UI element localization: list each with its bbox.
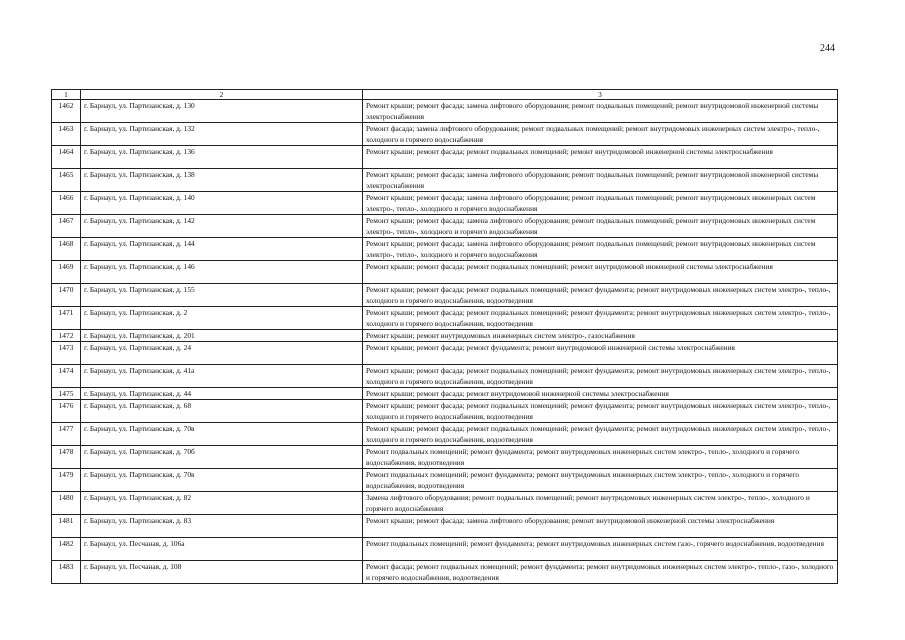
row-number: 1475 [52, 388, 81, 400]
row-works: Ремонт подвальных помещений; ремонт фундамента; ремонт внутридомовых инженерных систем электро-, тепло-, холодного и горячего водоснабжения, водоотведения [363, 469, 838, 492]
row-works: Ремонт крыши; ремонт фасада; замена лифтового оборудования; ремонт подвальных помещений; ремонт внутридомовой инженерной системы электроснабжения [363, 100, 838, 123]
row-address: г. Барнаул, ул. Партизанская, д. 41а [81, 365, 363, 388]
table-row [52, 492, 838, 515]
table-row [52, 388, 838, 400]
row-number: 1462 [52, 100, 81, 123]
repair-registry-table [51, 89, 838, 584]
row-address: г. Барнаул, ул. Партизанская, д. 70б [81, 446, 363, 469]
row-number: 1479 [52, 469, 81, 492]
table-row [52, 365, 838, 388]
row-works: Ремонт подвальных помещений; ремонт фундамента; ремонт внутридомовых инженерных систем электро-, тепло-, холодного и горячего водоснабжения, водоотведения [363, 446, 838, 469]
table-row [52, 469, 838, 492]
row-address: г. Барнаул, ул. Партизанская, д. 132 [81, 123, 363, 146]
row-number: 1477 [52, 423, 81, 446]
row-number: 1481 [52, 515, 81, 538]
row-works: Ремонт крыши; ремонт фасада; ремонт подвальных помещений; ремонт фундамента; ремонт внутридомовых инженерных систем электро-, тепло-, холодного и горячего водоснабжения, водоотведения [363, 423, 838, 446]
table-row [52, 515, 838, 538]
row-address: г. Барнаул, ул. Песчаная, д. 106а [81, 538, 363, 561]
row-address: г. Барнаул, ул. Партизанская, д. 24 [81, 342, 363, 365]
table-row [52, 561, 838, 584]
row-works: Ремонт крыши; ремонт фасада; ремонт подвальных помещений; ремонт фундамента; ремонт внутридомовых инженерных систем электро-, тепло-, холодного и горячего водоснабжения, водоотведения [363, 400, 838, 423]
row-works: Ремонт крыши; ремонт фасада; замена лифтового оборудования; ремонт подвальных помещений; ремонт внутридомовых инженерных систем электро-, тепло-, холодного и горячего водоснабжения [363, 215, 838, 238]
row-works: Ремонт крыши; ремонт фасада; ремонт подвальных помещений; ремонт фундамента; ремонт внутридомовых инженерных систем электро-, тепло-, холодного и горячего водоснабжения, водоотведения [363, 284, 838, 307]
table-row [52, 261, 838, 284]
row-address: г. Барнаул, ул. Партизанская, д. 68 [81, 400, 363, 423]
row-address: г. Барнаул, ул. Партизанская, д. 146 [81, 261, 363, 284]
table-row [52, 400, 838, 423]
row-works: Ремонт фасада; замена лифтового оборудования; ремонт подвальных помещений; ремонт внутридомовых инженерных систем электро-, тепло-, холодного и горячего водоснабжения [363, 123, 838, 146]
row-works: Ремонт фасада; ремонт подвальных помещений; ремонт фундамента; ремонт внутридомовых инженерных систем электро-, тепло-, газо-, холодного и горячего водоснабжения, водоотведения [363, 561, 838, 584]
row-address: г. Барнаул, ул. Партизанская, д. 140 [81, 192, 363, 215]
table-row [52, 446, 838, 469]
row-address: г. Барнаул, ул. Партизанская, д. 44 [81, 388, 363, 400]
row-address: г. Барнаул, ул. Партизанская, д. 130 [81, 100, 363, 123]
row-number: 1468 [52, 238, 81, 261]
row-number: 1473 [52, 342, 81, 365]
table-row [52, 169, 838, 192]
table-row [52, 342, 838, 365]
row-works: Ремонт крыши; ремонт фасада; ремонт подвальных помещений; ремонт фундамента; ремонт внутридомовых инженерных систем электро-, тепло-, холодного и горячего водоснабжения, водоотведения [363, 365, 838, 388]
column-header-1: 1 [52, 90, 81, 100]
row-works: Ремонт крыши; ремонт фасада; ремонт фундамента; ремонт внутридомовой инженерной системы электроснабжения [363, 342, 838, 365]
row-address: г. Барнаул, ул. Партизанская, д. 201 [81, 330, 363, 342]
row-number: 1476 [52, 400, 81, 423]
row-address: г. Барнаул, ул. Партизанская, д. 136 [81, 146, 363, 169]
row-number: 1463 [52, 123, 81, 146]
table-row [52, 330, 838, 342]
row-works: Ремонт крыши; ремонт фасада; замена лифтового оборудования; ремонт подвальных помещений; ремонт внутридомовых инженерных систем электро-, тепло-, холодного и горячего водоснабжения [363, 192, 838, 215]
table-row [52, 423, 838, 446]
row-number: 1469 [52, 261, 81, 284]
row-works: Ремонт крыши; ремонт фасада; ремонт подвальных помещений; ремонт фундамента; ремонт внутридомовых инженерных систем электро-, тепло-, холодного и горячего водоснабжения, водоотведения [363, 307, 838, 330]
row-address: г. Барнаул, ул. Песчаная, д. 108 [81, 561, 363, 584]
table-row [52, 238, 838, 261]
row-number: 1482 [52, 538, 81, 561]
table-row [52, 146, 838, 169]
table-header [52, 90, 838, 100]
row-address: г. Барнаул, ул. Партизанская, д. 142 [81, 215, 363, 238]
row-number: 1472 [52, 330, 81, 342]
row-address: г. Барнаул, ул. Партизанская, д. 70в [81, 423, 363, 446]
row-number: 1480 [52, 492, 81, 515]
row-number: 1474 [52, 365, 81, 388]
row-number: 1471 [52, 307, 81, 330]
column-header-3: 3 [363, 90, 838, 100]
table-row [52, 123, 838, 146]
table-row [52, 215, 838, 238]
row-works: Ремонт крыши; ремонт внутридомовых инженерных систем электро-, газоснабжения [363, 330, 838, 342]
page-number: 244 [820, 43, 835, 54]
row-address: г. Барнаул, ул. Партизанская, д. 155 [81, 284, 363, 307]
row-works: Ремонт крыши; ремонт фасада; ремонт внутридомовой инженерной системы электроснабжения [363, 388, 838, 400]
row-number: 1483 [52, 561, 81, 584]
row-works: Ремонт крыши; ремонт фасада; замена лифтового оборудования; ремонт внутридомовой инженерной системы электроснабжения [363, 515, 838, 538]
row-works: Ремонт крыши; ремонт фасада; замена лифтового оборудования; ремонт подвальных помещений; ремонт внутридомовой инженерной системы электроснабжения [363, 169, 838, 192]
table-row [52, 192, 838, 215]
row-works: Замена лифтового оборудования; ремонт подвальных помещений; ремонт внутридомовых инженерных систем электро-, тепло-, холодного и горячего водоснабжения [363, 492, 838, 515]
table-row [52, 538, 838, 561]
row-number: 1464 [52, 146, 81, 169]
table-row [52, 100, 838, 123]
row-number: 1467 [52, 215, 81, 238]
row-address: г. Барнаул, ул. Партизанская, д. 83 [81, 515, 363, 538]
row-works: Ремонт крыши; ремонт фасада; замена лифтового оборудования; ремонт подвальных помещений; ремонт внутридомовых инженерных систем электро-, тепло-, холодного и горячего водоснабжения [363, 238, 838, 261]
row-works: Ремонт крыши; ремонт фасада; ремонт подвальных помещений; ремонт внутридомовой инженерной системы электроснабжения [363, 261, 838, 284]
row-address: г. Барнаул, ул. Партизанская, д. 138 [81, 169, 363, 192]
row-number: 1470 [52, 284, 81, 307]
table-body [52, 100, 838, 584]
row-address: г. Барнаул, ул. Партизанская, д. 70в [81, 469, 363, 492]
row-number: 1465 [52, 169, 81, 192]
row-address: г. Барнаул, ул. Партизанская, д. 82 [81, 492, 363, 515]
row-address: г. Барнаул, ул. Партизанская, д. 144 [81, 238, 363, 261]
row-works: Ремонт крыши; ремонт фасада; ремонт подвальных помещений; ремонт внутридомовой инженерной системы электроснабжения [363, 146, 838, 169]
column-header-2: 2 [81, 90, 363, 100]
table-row [52, 307, 838, 330]
row-number: 1478 [52, 446, 81, 469]
row-number: 1466 [52, 192, 81, 215]
row-works: Ремонт подвальных помещений; ремонт фундамента; ремонт внутридомовых инженерных систем газо-, горячего водоснабжения, водоотведения [363, 538, 838, 561]
header-row [52, 90, 838, 100]
row-address: г. Барнаул, ул. Партизанская, д. 2 [81, 307, 363, 330]
table-row [52, 284, 838, 307]
